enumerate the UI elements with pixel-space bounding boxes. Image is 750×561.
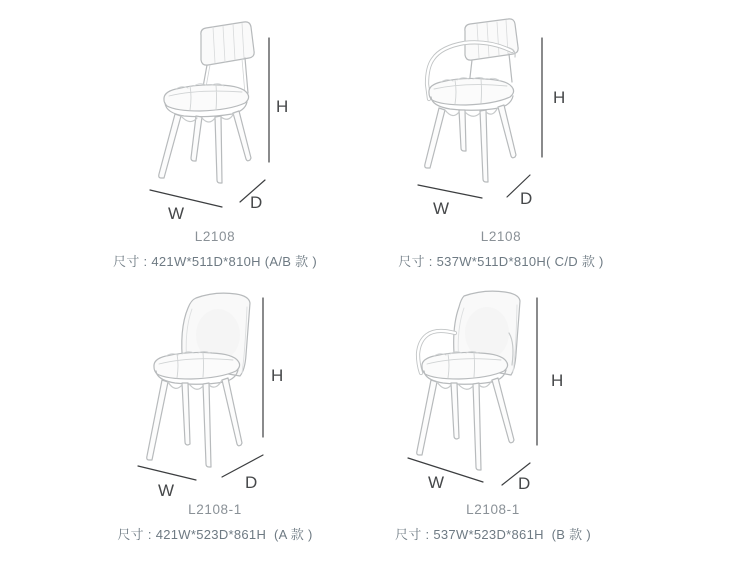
depth-label: D bbox=[518, 474, 531, 493]
width-label: W bbox=[158, 481, 175, 500]
model-number: L2108-1 bbox=[188, 502, 242, 517]
caption-top-right bbox=[370, 229, 632, 269]
caption-bottom-right bbox=[362, 502, 624, 542]
depth-label: D bbox=[250, 193, 263, 212]
figure-bottom-left bbox=[115, 283, 310, 501]
model-number: L2108 bbox=[194, 229, 236, 244]
width-dimension-line bbox=[408, 458, 483, 482]
width-dimension-line bbox=[150, 190, 222, 207]
dimensions-text: 尺寸 : 421W*523D*861H (A 款 ) bbox=[117, 527, 313, 542]
dimensions-text: 尺寸 : 421W*511D*810H (A/B 款 ) bbox=[113, 254, 317, 269]
chair-illustration-arm-low-back bbox=[395, 8, 590, 223]
depth-label: D bbox=[245, 473, 258, 492]
height-label: H bbox=[276, 97, 289, 116]
depth-label: D bbox=[520, 189, 533, 208]
width-label: W bbox=[433, 199, 450, 218]
chair-illustration-side-high-back bbox=[115, 283, 310, 501]
chair-illustration-arm-high-back bbox=[388, 283, 588, 501]
model-number: L2108 bbox=[480, 229, 522, 244]
dimensions-text: 尺寸 : 537W*523D*861H (B 款 ) bbox=[395, 527, 591, 542]
figure-bottom-right bbox=[388, 283, 588, 501]
width-label: W bbox=[428, 473, 445, 492]
figure-top-right bbox=[395, 8, 590, 223]
width-label: W bbox=[168, 204, 185, 223]
height-label: H bbox=[553, 88, 566, 107]
width-dimension-line bbox=[138, 466, 196, 480]
height-label: H bbox=[551, 371, 564, 390]
figure-top-left bbox=[120, 8, 310, 223]
model-number: L2108-1 bbox=[466, 502, 520, 517]
caption-top-left bbox=[85, 229, 345, 269]
dimensions-text: 尺寸 : 537W*511D*810H( C/D 款 ) bbox=[398, 254, 604, 269]
height-label: H bbox=[271, 366, 284, 385]
width-dimension-line bbox=[418, 185, 482, 198]
caption-bottom-left bbox=[85, 502, 345, 542]
